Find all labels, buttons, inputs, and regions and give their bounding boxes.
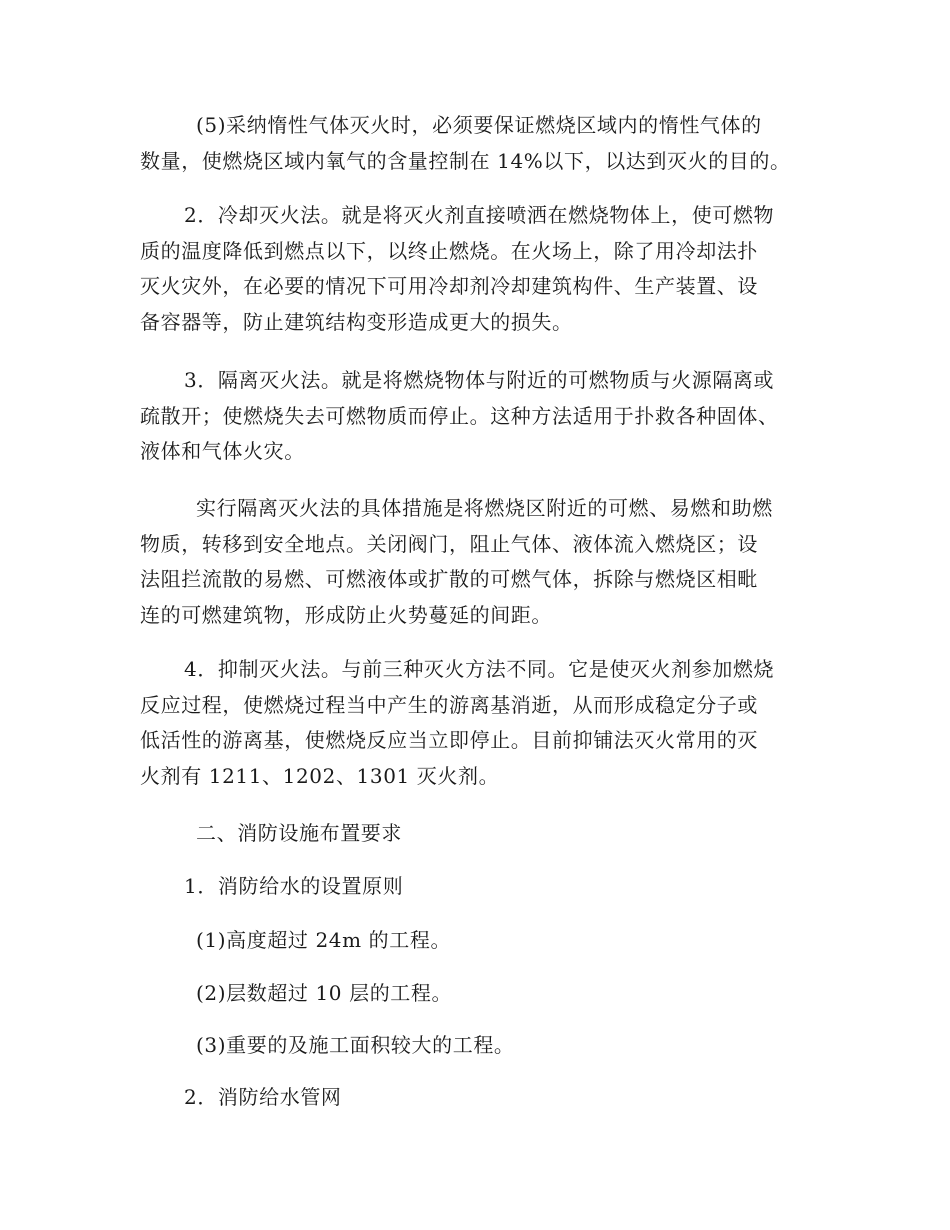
paragraph-line: 3．隔离灭火法。就是将燃烧物体与附近的可燃物质与火源隔离或 (184, 368, 775, 392)
paragraph-line: 2．冷却灭火法。就是将灭火剂直接喷洒在燃烧物体上，使可燃物 (184, 203, 775, 227)
paragraph-line: (5)采纳惰性气体灭火时，必须要保证燃烧区域内的惰性气体的 (196, 113, 762, 137)
list-item-text: (3)重要的及施工面积较大的工程。 (196, 1033, 515, 1057)
subsection-heading-text: 1．消防给水的设置原则 (184, 874, 404, 898)
section-heading-text: 二、消防设施布置要求 (196, 821, 402, 845)
subsection-heading (140, 1080, 810, 1116)
paragraph-line: 法阻拦流散的易燃、可燃液体或扩散的可燃气体，拆除与燃烧区相毗 (140, 567, 758, 591)
paragraph-line: 实行隔离灭火法的具体措施是将燃烧区附近的可燃、易燃和助燃 (196, 496, 773, 520)
paragraph-line: 液体和气体火灾。 (140, 439, 305, 463)
paragraph-line: 备容器等，防止建筑结构变形造成更大的损失。 (140, 309, 573, 334)
paragraph-line: 火剂有 1211、1202、1301 灭火剂。 (140, 763, 500, 788)
paragraph-line: 物质，转移到安全地点。关闭阀门，阻止气体、液体流入燃烧区；设 (140, 531, 758, 556)
paragraph-line: 连的可燃建筑物，形成防止火势蔓延的间距。 (140, 602, 552, 627)
paragraph-inert-gas-extinguishing (140, 108, 810, 179)
list-item-text: (1)高度超过 24m 的工程。 (196, 928, 452, 952)
subsection-heading (140, 869, 810, 905)
paragraph-line: 灭火灾外，在必要的情况下可用冷却剂冷却建筑构件、生产装置、设 (140, 274, 758, 298)
list-item (140, 1028, 810, 1064)
paragraph-isolation-measures (140, 491, 810, 633)
paragraph-line: 质的温度降低到燃点以下，以终止燃烧。在火场上，除了用冷却法扑 (140, 238, 758, 263)
list-item-text: (2)层数超过 10 层的工程。 (196, 981, 453, 1005)
paragraph-line: 反应过程，使燃烧过程当中产生的游离基消逝，从而形成稳定分子或 (140, 692, 758, 717)
paragraph-line: 4．抑制灭火法。与前三种灭火方法不同。它是使灭火剂参加燃烧 (184, 657, 775, 681)
list-item (140, 923, 810, 959)
paragraph-line: 低活性的游离基，使燃烧反应当立即停止。目前抑铺法灭火常用的灭 (140, 728, 758, 752)
paragraph-line: 数量，使燃烧区域内氧气的含量控制在 14%以下，以达到灭火的目的。 (140, 148, 791, 173)
section-heading (140, 816, 810, 852)
paragraph-isolation-method (140, 363, 810, 470)
subsection-heading-text: 2．消防给水管网 (184, 1085, 342, 1109)
paragraph-cooling-method (140, 198, 810, 340)
paragraph-inhibition-method (140, 652, 810, 794)
list-item (140, 976, 810, 1012)
paragraph-line: 疏散开；使燃烧失去可燃物质而停止。这种方法适用于扑救各种固体、 (140, 403, 779, 428)
